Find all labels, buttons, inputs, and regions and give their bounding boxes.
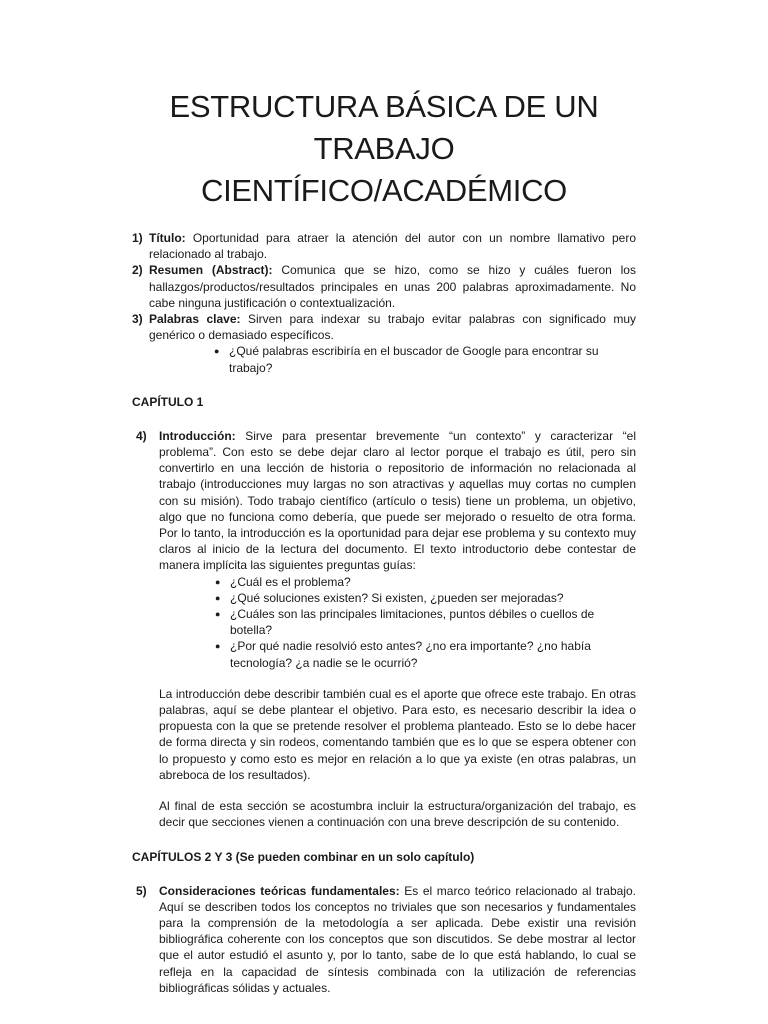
bullet-text: ¿Qué palabras escribiría en el buscador de Google para encontrar su trabajo? [229,344,599,375]
item-term: Palabras clave: [149,312,241,327]
title-line-1: ESTRUCTURA BÁSICA DE UN TRABAJO [169,89,599,166]
list-item [215,590,636,606]
bullet-icon: ● [215,576,221,587]
section-introduccion [132,428,636,574]
list-item [214,343,636,375]
item-term: Resumen (Abstract): [149,263,273,278]
introduccion-paragraph-aporte: La introducción debe describir también cual es el aporte que ofrece este trabajo. En otras palabras, aquí se debe plantear el objetivo. Para esto, es necesario describir la idea o propuesta con la que se pretende resolver el problema planteado. Esto se lo debe hacer de forma directa y sin rodeos, comentando también que es lo que se espera obtener con lo propuesto y como esto es mejor en relación a lo que ya existe (en otras palabras, un abreboca de los resultados). [159,686,636,782]
guide-questions-list [159,574,636,671]
item-palabras-clave [132,311,636,343]
keyword-bullet-list [132,343,636,375]
section-consideraciones [132,883,636,996]
list-item [215,574,636,590]
item-text: Oportunidad para atraer la atención del autor con un nombre llamativo pero relacionado al trabajo. [149,231,636,262]
item-text: Sirven para indexar su trabajo evitar palabras con significado muy genérico o demasiado específicos. [149,312,636,343]
item-resumen [132,262,636,311]
bullet-text: ¿Cuál es el problema? [230,574,351,589]
bullet-icon: ● [214,346,220,357]
section-text: Es el marco teórico relacionado al trabajo. Aquí se describen todos los conceptos no triviales que son necesarios y fundamentales para la comprensión de la metodología a ser aplicada. Debe existir una revisión bibliográfica coherente con los conceptos que son discutidos. Se debe mostrar al lector que el autor estudió el asunto y, por lo tanto, sabe de lo que está hablando, lo cual se refleja en la capacidad de síntesis combinada con la utilización de referencias bibliográficas sólidas y actuales. [159,883,636,995]
item-number: 3) [132,312,143,327]
section-text: Sirve para presentar brevemente “un contexto” y caracterizar “el problema”. Con esto se debe dejar claro al lector porque el trabajo es útil, pero sin convertirlo en una lección de historia o repositorio de información no relacionada al trabajo (introducciones muy largas no son atractivas y aquellas muy cortas no cumplen con su misión). Todo trabajo científico (artículo o tesis) tiene un problema, un objetivo, algo que no funciona como debería, que puede ser mejorado o resuelto de otra forma. Por lo tanto, la introducción es la oportunidad para dejar ese problema y su contexto muy claros al inicio de la lectura del documento. El texto introductorio debe contestar de manera implícita las siguientes preguntas guías: [159,428,636,573]
bullet-icon: ● [215,641,221,652]
title-line-2: CIENTÍFICO/ACADÉMICO [200,173,567,208]
section-number: 4) [136,428,147,443]
list-item [215,606,636,638]
section-term: Introducción: [159,428,236,443]
bullet-icon: ● [215,592,221,603]
section-term: Consideraciones teóricas fundamentales: [159,883,400,898]
section-number: 5) [136,883,147,898]
item-term: Título: [149,231,186,245]
bullet-text: ¿Qué soluciones existen? Si existen, ¿pueden ser mejoradas? [230,590,564,605]
bullet-text: ¿Por qué nadie resolvió esto antes? ¿no era importante? ¿no había tecnología? ¿a nadie se le ocurrió? [230,639,591,670]
item-titulo [132,230,636,262]
chapter-2-3-heading: CAPÍTULOS 2 Y 3 (Se pueden combinar en un solo capítulo) [132,849,475,864]
document-body [132,230,636,996]
document-title [132,86,636,212]
bullet-text: ¿Cuáles son las principales limitaciones, puntos débiles o cuellos de botella? [230,607,595,638]
list-item [215,638,636,670]
bullet-icon: ● [215,609,221,620]
chapter-1-heading: CAPÍTULO 1 [132,394,204,409]
introduccion-paragraph-estructura: Al final de esta sección se acostumbra incluir la estructura/organización del trabajo, es decir que secciones vienen a continuación con una breve descripción de su contenido. [159,799,636,830]
item-number: 1) [132,231,143,245]
item-text: Comunica que se hizo, como se hizo y cuáles fueron los hallazgos/productos/resultados principales en unas 200 palabras aproximadamente. No cabe ninguna justificación o contextualización. [149,263,636,310]
item-number: 2) [132,263,143,278]
